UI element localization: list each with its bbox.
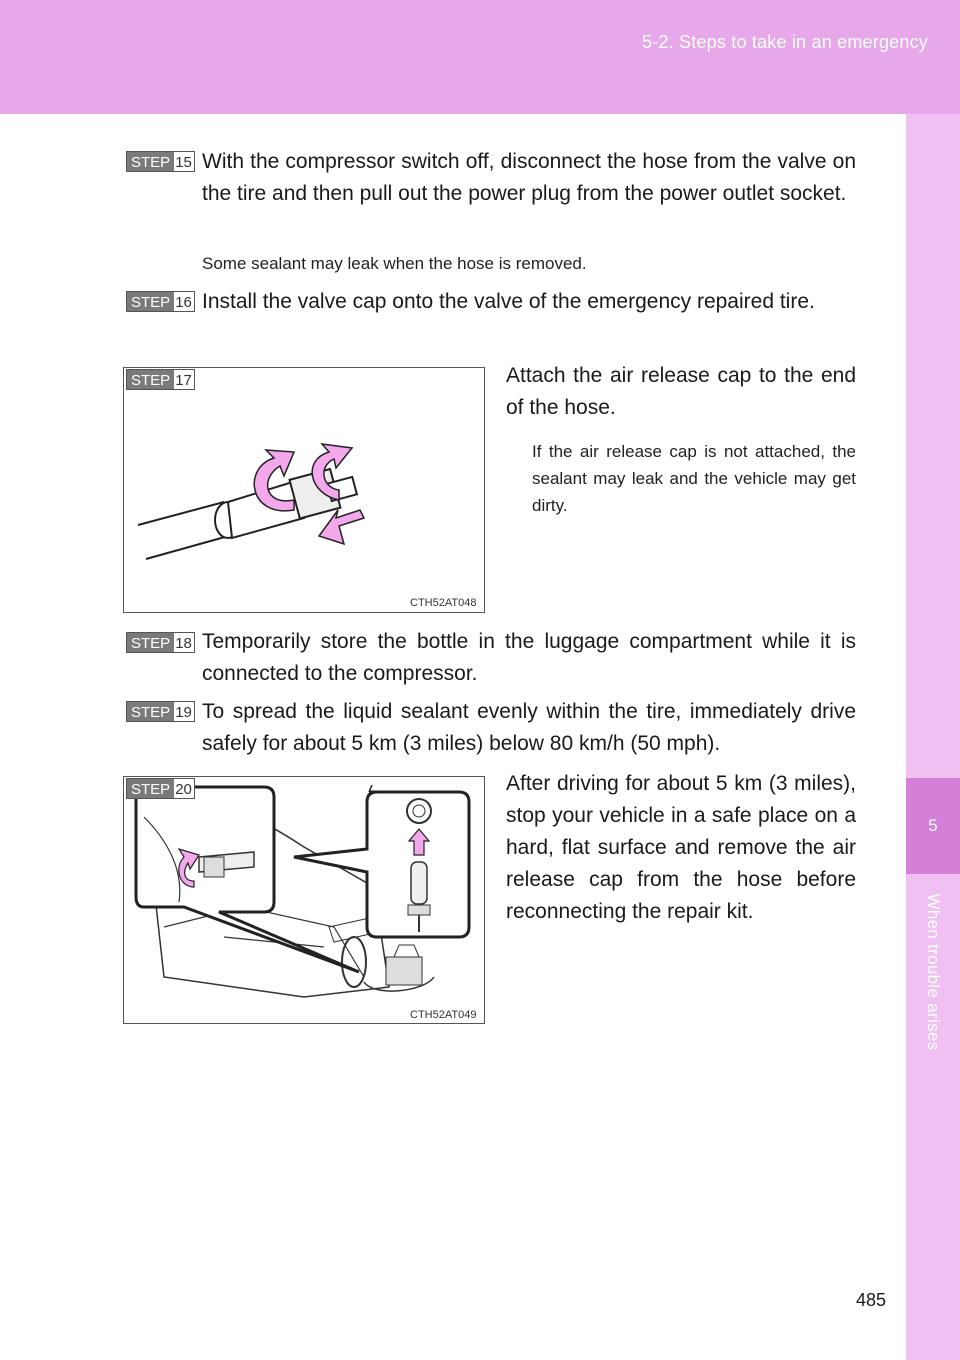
page-header <box>0 0 960 114</box>
hose-cap-illustration <box>124 368 484 612</box>
step-17-badge <box>126 369 195 390</box>
step-15-text: With the compressor switch off, disconnect the hose from the valve on the tire and then pull out the power plug from the power outlet socket. <box>202 150 856 205</box>
figure-reconnect-repair-kit <box>123 776 485 1024</box>
step-16-text: Install the valve cap onto the valve of the emergency repaired tire. <box>202 290 815 313</box>
step-number: 17 <box>175 372 192 389</box>
chapter-tab <box>906 778 960 874</box>
figure-code: CTH52AT048 <box>410 597 477 609</box>
step-18-text: Temporarily store the bottle in the luggage compartment while it is connected to the compressor. <box>202 630 856 685</box>
step-label: STEP <box>127 292 174 311</box>
step-17-text: Attach the air release cap to the end of the hose. <box>506 364 856 419</box>
step-18-badge <box>126 632 195 653</box>
step-label: STEP <box>127 779 174 798</box>
chapter-number: 5 <box>928 816 938 835</box>
step-label: STEP <box>127 702 174 721</box>
section-title: 5-2. Steps to take in an emergency <box>642 32 928 52</box>
chapter-title: When trouble arises <box>924 893 943 1051</box>
step-label: STEP <box>127 633 174 652</box>
step-16-badge <box>126 291 195 312</box>
step-number: 16 <box>175 294 192 311</box>
step-20-badge <box>126 778 195 799</box>
step-20-text: After driving for about 5 km (3 miles), stop your vehicle in a safe place on a hard, flat surface and remove the air release cap from the hose before reconnecting the repair kit. <box>506 772 856 923</box>
step-15-note: Some sealant may leak when the hose is removed. <box>202 254 587 273</box>
chapter-sidebar <box>906 114 960 1360</box>
step-label: STEP <box>127 370 174 389</box>
step-17-note: If the air release cap is not attached, the sealant may leak and the vehicle may get dirty. <box>532 442 856 515</box>
step-number: 18 <box>175 635 192 652</box>
page-number: 485 <box>856 1290 887 1310</box>
step-number: 20 <box>175 781 192 798</box>
step-label: STEP <box>127 152 174 171</box>
step-19-text: To spread the liquid sealant evenly within the tire, immediately drive safely for about 5 km (3 miles) below 80 km/h (50 mph). <box>202 700 856 755</box>
step-number: 19 <box>175 704 192 721</box>
figure-air-release-cap <box>123 367 485 613</box>
step-number: 15 <box>175 154 192 171</box>
car-repair-kit-illustration <box>124 777 484 1023</box>
step-19-badge <box>126 701 195 722</box>
figure-code: CTH52AT049 <box>410 1009 477 1021</box>
step-15-badge <box>126 151 195 172</box>
